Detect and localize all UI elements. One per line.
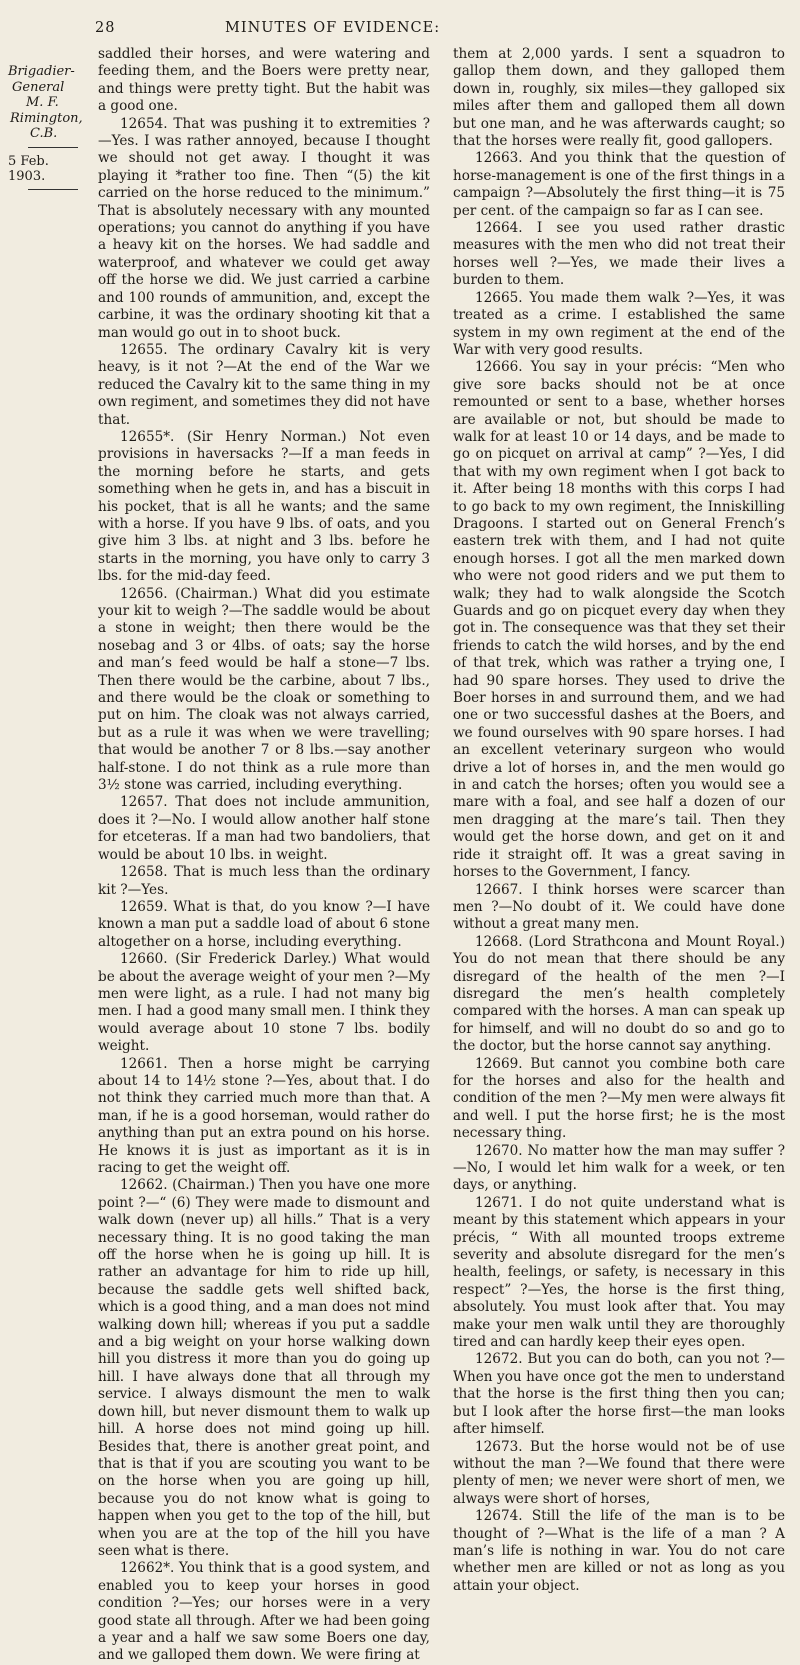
paragraph: 12662. (Chairman.) Then you have one more point ?—“ (6) They were made to dismount and walk down (never up) all hills.” That is a very necessary thing. It is no good taking the man off the horse when he is going up hill. It is rather an advantage for him to ride up hill, because the saddle gets well shifted back, which is a good thing, and a man does not mind walking down hill; whereas if you put a saddle and a big weight on your horse walking down hill you distress it more than you do going up hill. I have always done that all through my service. I always dismount the men to walk down hill, but never dismount them to walk up hill. A horse does not mind going up hill. Besides that, there is another great point, and that is that if you are scouting you want to be on the horse when you are going up hill, because you do not know what is going to happen when you get to the top of the hill, but when you are at the top of the hill you have seen what is there. xyxy=(98,1177,430,1559)
paragraph: 12656. (Chairman.) What did you estimate your kit to weigh ?—The saddle would be about a stone in weight; then there would be the nosebag and 3 or 4lbs. of oats; say the horse and man’s feed would be half a stone—7 lbs. Then there would be the carbine, about 7 lbs., and there would be the cloak or something to put on him. The cloak was not always carried, but as a rule it was when we were travelling; that would be another 7 or 8 lbs.—say another half-stone. I do not think as a rule more than 3½ stone was carried, including everything. xyxy=(98,585,430,794)
paragraph: 12668. (Lord Strathcona and Mount Royal.) You do not mean that there should be any disregard of the health of the men ?—I disregard the men’s health completely compared with the horses. A man can speak up for himself, and will no doubt do so and go to the doctor, but the horse cannot say anything. xyxy=(453,933,785,1055)
paragraph: 12672. But you can do both, can you not ?—When you have once got the men to understand that the horse is the first thing then you can; but I look after the horse first—the man looks after himself. xyxy=(453,1351,785,1438)
margin-line: Rimington, xyxy=(10,110,83,126)
margin-note xyxy=(8,64,88,190)
paragraph: 12663. And you think that the question of horse-management is one of the first things in a campaign ?—Absolutely the first thing—it is 75 per cent. of the campaign so far as I can see. xyxy=(453,150,785,219)
page-number: 28 xyxy=(95,20,116,36)
paragraph: 12658. That is much less than the ordinary kit ?—Yes. xyxy=(98,864,430,898)
paragraph: 12654. That was pushing it to extremities ?—Yes. I was rather annoyed, because I thought we should not get away. I thought it was playing it *rather too fine. Then “(5) the kit carried on the horse reduced to the minimum.” That is absolutely necessary with any mounted operations; you cannot do anything if you have a heavy kit on the horses. We had saddle and waterproof, and whatever we could get away off the horse we did. We just carried a carbine and 100 rounds of ammunition, and, except the carbine, it was the ordinary shooting kit that a man would go out in to shoot buck. xyxy=(98,115,430,341)
paragraph: 12662*. You think that is a good system, and enabled you to keep your horses in good condition ?—Yes; our horses were in a very good state all through. After we had been going a year and a half we saw some Boers one day, and we galloped them down. We were firing at xyxy=(98,1560,430,1664)
margin-line: Brigadier- xyxy=(8,64,75,79)
margin-line: General xyxy=(12,79,65,95)
margin-rule xyxy=(28,189,78,190)
paragraph: saddled their horses, and were watering and feeding them, and the Boers were pretty near, and things were pretty tight. But the habit was a good one. xyxy=(98,46,430,115)
paragraph: 12665. You made them walk ?—Yes, it was treated as a crime. I established the same system in my own regiment at the end of the War with very good results. xyxy=(453,289,785,358)
right-column xyxy=(453,46,785,1595)
paragraph: 12671. I do not quite understand what is meant by this statement which appears in your précis, “ With all mounted troops extreme severity and absolute disregard for the men’s health, feelings, or safety, is necessary in this respect” ?—Yes, the horse is the first thing, absolutely. You must look after that. You may make your men walk until they are thoroughly tired and can hardly keep their eyes open. xyxy=(453,1194,785,1351)
margin-line: C.B. xyxy=(30,126,58,141)
paragraph: 12673. But the horse would not be of use without the man ?—We found that there were plenty of men; we never were short of men, we always were short of horses, xyxy=(453,1438,785,1507)
margin-line: M. F. xyxy=(26,95,59,110)
paragraph: 12667. I think horses were scarcer than men ?—No doubt of it. We could have done without a great many men. xyxy=(453,881,785,933)
paragraph: 12674. Still the life of the man is to be thought of ?—What is the life of a man ? A man’s life is nothing in war. You do not care whether men are killed or not as long as you attain your object. xyxy=(453,1508,785,1594)
running-header xyxy=(95,20,785,42)
margin-rule xyxy=(28,147,78,148)
margin-date: 5 Feb. 1903. xyxy=(8,153,49,184)
paragraph: 12657. That does not include ammunition, does it ?—No. I would allow another half stone for etceteras. If a man had two bandoliers, that would be about 10 lbs. in weight. xyxy=(98,794,430,863)
paragraph: 12669. But cannot you combine both care for the horses and also for the health and condition of the men ?—My men were always fit and well. I put the horse first; he is the most necessary thing. xyxy=(453,1055,785,1142)
left-column xyxy=(98,46,430,1665)
paragraph: 12670. No matter how the man may suffer ?—No, I would let him walk for a week, or ten days, or anything. xyxy=(453,1142,785,1194)
paragraph: 12661. Then a horse might be carrying about 14 to 14½ stone ?—Yes, about that. I do not think they carried much more than that. A man, if he is a good horseman, would rather do anything than put an extra pound on his horse. He knows it is just as important as it is in racing to get the weight off. xyxy=(98,1055,430,1176)
paragraph: 12659. What is that, do you know ?—I have known a man put a saddle load of about 6 stone altogether on a horse, including everything. xyxy=(98,898,430,950)
paragraph: 12666. You say in your précis: “Men who give sore backs should not be at once remounted or sent to a base, whether horses are available or not, but should be made to walk for at least 10 or 14 days, and be made to go on picquet on arrival at camp” ?—Yes, I did that with my own regiment when I got back to it. After being 18 months with this corps I had to go back to my own regiment, the Inniskilling Dragoons. I started out on General French’s eastern trek with them, and I had not quite enough horses. I got all the men marked down who were not good riders and we put them to walk; they had to walk alongside the Scotch Guards and go on picquet every day when they got in. The consequence was that they set their friends to catch the wild horses, and by the end of that trek, which was rather a trying one, I had 90 spare horses. They used to drive the Boer horses in and surround them, and we had one or two successful dashes at the Boers, and we found ourselves with 90 spare horses. I had an excellent veterinary surgeon who would drive a lot of horses in, and the men would go in and catch the horses; often you would see a mare with a foal, and see half a dozen of our men dragging at the mare’s tail. Then they would get the horse down, and get on it and ride it straight off. It was a great saving in horses to the Government, I fancy. xyxy=(453,359,785,881)
paragraph: 12660. (Sir Frederick Darley.) What would be about the average weight of your men ?—My men were light, as a rule. I had not many big men. I had a good many small men. I think they would average about 10 stone 7 lbs. bodily weight. xyxy=(98,951,430,1055)
paragraph: 12655*. (Sir Henry Norman.) Not even provisions in haversacks ?—If a man feeds in the morning before he starts, and gets something when he gets in, and has a biscuit in his pocket, that is all he wants; and the same with a horse. If you have 9 lbs. of oats, and you give him 3 lbs. at night and 3 lbs. before he starts in the morning, you have only to carry 3 lbs. for the mid-day feed. xyxy=(98,428,430,585)
paragraph: them at 2,000 yards. I sent a squadron to gallop them down, and they galloped them down in, roughly, six miles—they galloped six miles after them and galloped them all down but one man, and he was afterwards caught; so that the horses were really fit, good gallopers. xyxy=(453,46,785,150)
running-title: MINUTES OF EVIDENCE: xyxy=(225,20,441,36)
paragraph: 12655. The ordinary Cavalry kit is very heavy, is it not ?—At the end of the War we reduced the Cavalry kit to the same thing in my own regiment, and sometimes they did not have that. xyxy=(98,341,430,428)
paragraph: 12664. I see you used rather drastic measures with the men who did not treat their horses well ?—Yes, we made their lives a burden to them. xyxy=(453,220,785,289)
